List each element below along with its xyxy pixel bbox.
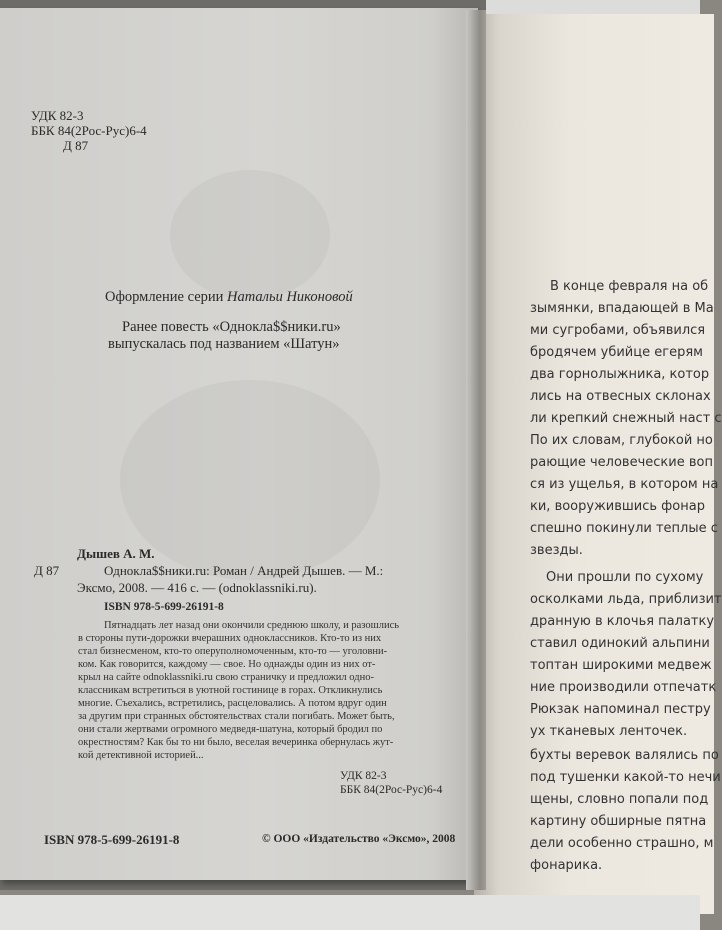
annotation-line: они стали жертвами огромного медведя-шатуна, который бродил по: [78, 724, 383, 735]
right-page-line: ся из ущелья, в котором на: [530, 477, 719, 492]
annotation-line: Пятнадцать лет назад они окончили среднюю школу, и разошлись: [104, 620, 400, 631]
show-through-shape: [170, 170, 330, 300]
right-page-line: бухты веревок валялись по: [530, 748, 719, 763]
catalog-author: Дышев А. М.: [77, 546, 155, 561]
right-page-line: ух тканевых ленточек.: [530, 724, 688, 739]
right-page-line: звезды.: [530, 543, 583, 558]
right-page-line: лись на отвесных склонах: [530, 389, 711, 404]
right-page-line: ми сугробами, объявился: [530, 323, 706, 338]
right-page-line: Они прошли по сухому: [546, 570, 704, 585]
right-page-line: осколками льда, приблизит: [530, 592, 722, 607]
annotation-line: классникам встретиться в уютной гостинице в горах. Откликнулись: [78, 685, 383, 696]
book-spine: [466, 10, 486, 890]
author-mark-top: Д 87: [63, 138, 89, 153]
right-page-line: картину обширные пятна: [530, 814, 707, 829]
annotation-line: многие. Съехались, встретились, расцеловались. А потом вдруг один: [78, 698, 387, 709]
previous-title-line-2: выпускалась под названием «Шатун»: [108, 336, 340, 352]
udk-code-top: УДК 82-3: [31, 108, 84, 123]
design-credit: [105, 290, 353, 305]
annotation-line: крыл на сайте odnoklassniki.ru свою страничку и предложил одно-: [78, 672, 374, 683]
annotation-line: за другим при странных обстоятельствах стали погибать. Может быть,: [78, 711, 395, 722]
designer-name: Натальи Никоновой: [227, 289, 353, 305]
right-page-line: дранную в клочья палатку: [530, 614, 715, 629]
right-page-line: два горнолыжника, котор: [530, 367, 710, 382]
right-page-line: топтан широкими медвеж: [530, 658, 712, 673]
design-credit-prefix: Оформление серии: [105, 289, 224, 305]
right-page-text: [486, 0, 722, 930]
right-page-line: ние производили отпечатк: [530, 680, 717, 695]
right-page-line: Рюкзак напоминал пестру: [530, 702, 711, 717]
catalog-line-1: Однокла$$ники.ru: Роман / Андрей Дышев. — М.:: [104, 563, 384, 578]
right-page-line: зымянки, впадающей в Ма: [530, 301, 714, 316]
right-page-line: под тушенки какой-то нечи: [530, 770, 721, 785]
right-page-line: щены, словно попали под: [530, 792, 709, 807]
annotation-line: в стороны пути-дорожки вчерашних одноклассников. Кто-то из них: [78, 633, 382, 644]
right-page-line: спешно покинули теплые с: [530, 521, 718, 536]
catalog-isbn: ISBN 978-5-699-26191-8: [104, 601, 224, 613]
right-page-line: По их словам, глубокой но: [530, 433, 713, 448]
udk-code-bottom: УДК 82-3: [340, 770, 387, 782]
right-page-line: бродячем убийце егерям: [530, 345, 703, 360]
catalog-code: Д 87: [34, 563, 60, 578]
annotation-line: кой детективной историей...: [78, 750, 204, 761]
right-page-line: ки, вооружившись фонар: [530, 499, 705, 514]
previous-title-line-1: Ранее повесть «Однокла$$ники.ru»: [122, 319, 341, 335]
right-page-line: В конце февраля на об: [550, 279, 709, 294]
annotation-line: окрестностям? Как бы то ни было, веселая вечеринка обернулась жут-: [78, 737, 394, 748]
right-page-line: ли крепкий снежный наст с: [530, 411, 722, 426]
right-page-line: ставил одинокий альпини: [530, 636, 710, 651]
annotation-line: стал бизнесменом, кто-то оперуполномоченным, кто-то — уголовни-: [78, 646, 388, 657]
bbk-code-top: ББК 84(2Рос-Рус)6-4: [31, 123, 147, 138]
right-page-line: дели особенно страшно, м: [530, 836, 714, 851]
isbn-bottom: ISBN 978-5-699-26191-8: [44, 832, 180, 847]
right-page-line: рающие человеческие воп: [530, 455, 713, 470]
annotation-line: ком. Как говорится, каждому — свое. Но однажды один из них от-: [78, 659, 376, 670]
right-page-line: фонарика.: [530, 858, 603, 873]
bbk-code-bottom: ББК 84(2Рос-Рус)6-4: [340, 784, 443, 796]
catalog-line-2: Эксмо, 2008. — 416 с. — (odnoklassniki.ru).: [77, 580, 317, 595]
show-through-shape: [120, 380, 380, 580]
copyright: © ООО «Издательство «Эксмо», 2008: [262, 833, 456, 845]
